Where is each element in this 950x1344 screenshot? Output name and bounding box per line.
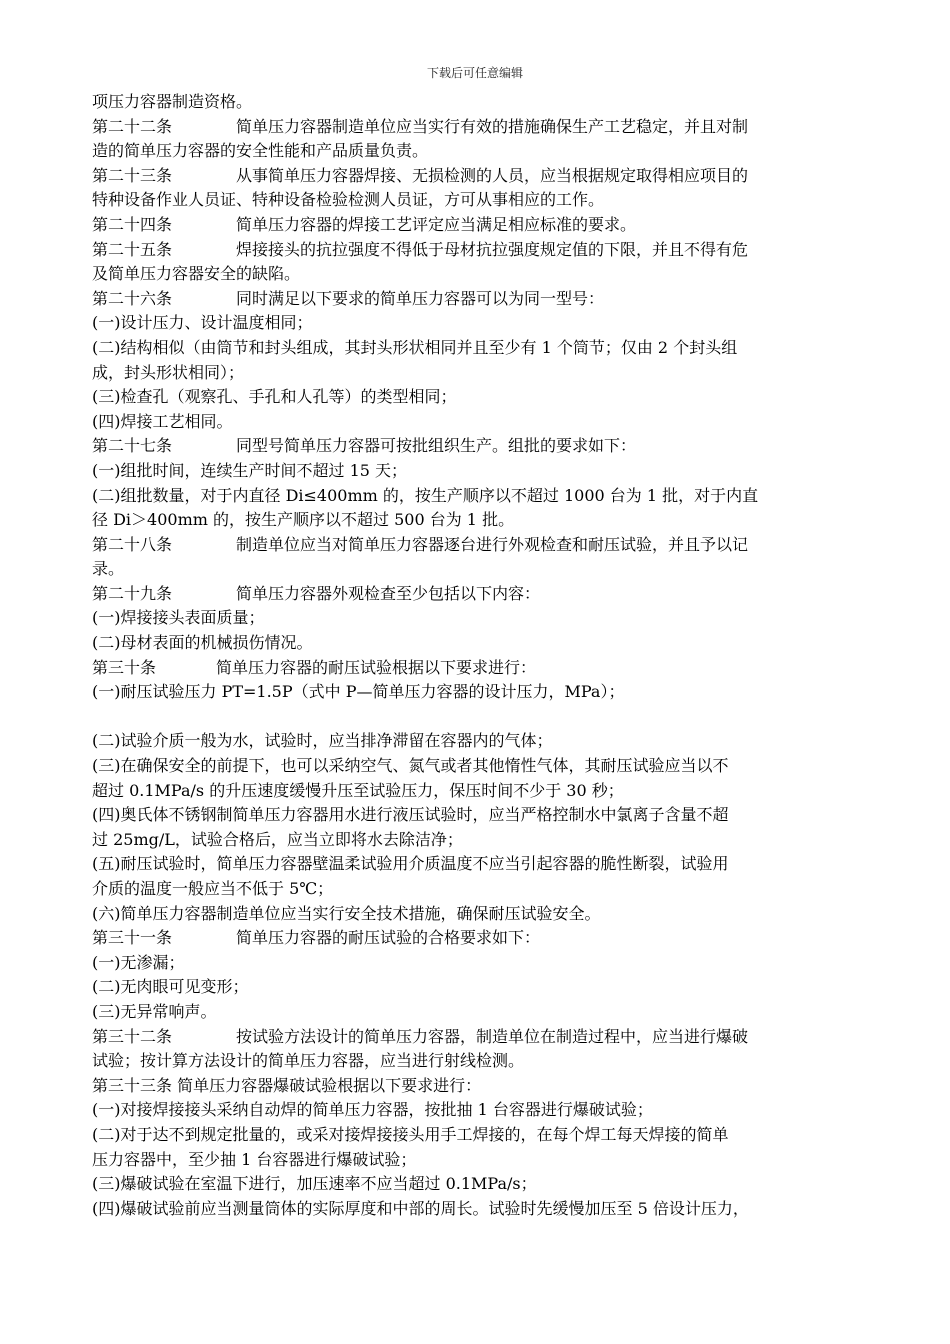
article-number: 第三十一条 — [92, 928, 173, 948]
line-text: (二)对于达不到规定批量的，或采对接焊接接头用手工焊接的，在每个焊工每天焊接的简单 — [92, 1124, 729, 1144]
article-line — [92, 164, 872, 189]
line-text: 径 Di＞400mm 的，按生产顺序以不超过 500 台为 1 批。 — [92, 510, 515, 530]
article-number: 第三十条 — [92, 657, 157, 677]
text-line — [92, 385, 872, 410]
line-text: (三)无异常响声。 — [92, 1001, 217, 1021]
text-line — [92, 606, 872, 631]
text-line — [92, 975, 872, 1000]
line-text: 从事简单压力容器焊接、无损检测的人员，应当根据规定取得相应项目的 — [236, 165, 749, 185]
article-number: 第二十八条 — [92, 534, 173, 554]
line-text: (二)结构相似（由筒节和封头组成，其封头形状相同并且至少有 1 个筒节；仅由 2 个封头组 — [92, 337, 738, 357]
line-text: (一)耐压试验压力 PT=1.5P（式中 P—简单压力容器的设计压力，MPa）； — [92, 682, 625, 702]
line-text: (二)无肉眼可见变形； — [92, 977, 249, 997]
text-line — [92, 779, 872, 804]
line-text: 过 25mg/L，试验合格后，应当立即将水去除洁净； — [92, 829, 463, 849]
line-text: 焊接接头的抗拉强度不得低于母材抗拉强度规定值的下限，并且不得有危 — [236, 239, 749, 259]
line-text: 超过 0.1MPa/s 的升压速度缓慢升压至试验压力，保压时间不少于 30 秒； — [92, 780, 624, 800]
article-line — [92, 926, 872, 951]
article-number: 第二十七条 — [92, 436, 173, 456]
text-line — [92, 90, 872, 115]
text-line — [92, 508, 872, 533]
line-text: 同型号简单压力容器可按批组织生产。组批的要求如下： — [236, 436, 637, 456]
line-text: 简单压力容器的耐压试验的合格要求如下： — [236, 928, 541, 948]
line-text: (二)组批数量，对于内直径 Di≤400mm 的，按生产顺序以不超过 1000 台为 1 批，对于内直 — [92, 485, 759, 505]
line-text: (四)焊接工艺相同。 — [92, 411, 233, 431]
text-line — [92, 459, 872, 484]
article-number: 第二十三条 — [92, 165, 173, 185]
line-text: (三)在确保安全的前提下，也可以采纳空气、氮气或者其他惰性气体，其耐压试验应当以不 — [92, 756, 729, 776]
line-text: 介质的温度一般应当不低于 5℃； — [92, 879, 334, 898]
text-line — [92, 828, 872, 853]
line-text: 压力容器中，至少抽 1 台容器进行爆破试验； — [92, 1149, 417, 1169]
line-text: 特种设备作业人员证、特种设备检验检测人员证，方可从事相应的工作。 — [92, 190, 605, 210]
text-line — [92, 361, 872, 386]
line-text: (二)母材表面的机械损伤情况。 — [92, 633, 313, 653]
article-line — [92, 434, 872, 459]
line-text: 简单压力容器的耐压试验根据以下要求进行： — [216, 657, 537, 677]
article-line — [92, 115, 872, 140]
text-line — [92, 557, 872, 582]
text-line — [92, 754, 872, 779]
text-line — [92, 336, 872, 361]
article-line — [92, 238, 872, 263]
text-line — [92, 1148, 872, 1173]
line-text: 录。 — [92, 559, 125, 579]
line-text: (四)爆破试验前应当测量筒体的实际厚度和中部的周长。试验时先缓慢加压至 5 倍设计压力， — [92, 1198, 749, 1218]
text-line — [92, 1172, 872, 1197]
blank-line — [92, 705, 872, 730]
text-line — [92, 262, 872, 287]
line-text: (一)焊接接头表面质量； — [92, 608, 265, 628]
article-line — [92, 287, 872, 312]
text-line — [92, 1123, 872, 1148]
line-text: 简单压力容器制造单位应当实行有效的措施确保生产工艺稳定，并且对制 — [236, 116, 749, 136]
line-text: (一)无渗漏； — [92, 952, 185, 972]
article-number: 第二十四条 — [92, 214, 173, 234]
article-line — [92, 656, 872, 681]
text-line — [92, 803, 872, 828]
line-text: (三)检查孔（观察孔、手孔和人孔等）的类型相同； — [92, 387, 457, 407]
line-text: 简单压力容器的焊接工艺评定应当满足相应标准的要求。 — [236, 214, 637, 234]
line-text: 同时满足以下要求的简单压力容器可以为同一型号： — [236, 288, 605, 308]
document-body — [92, 90, 872, 1221]
line-text: (一)设计压力、设计温度相同； — [92, 313, 313, 333]
article-line — [92, 533, 872, 558]
text-line — [92, 139, 872, 164]
line-text: 成，封头形状相同）； — [92, 362, 245, 382]
line-text: 及简单压力容器安全的缺陷。 — [92, 264, 301, 284]
line-text: 第三十三条 简单压力容器爆破试验根据以下要求进行： — [92, 1075, 482, 1095]
text-line — [92, 951, 872, 976]
line-text: 简单压力容器外观检查至少包括以下内容： — [236, 583, 541, 603]
text-line — [92, 729, 872, 754]
line-text: (一)对接焊接接头采纳自动焊的简单压力容器，按批抽 1 台容器进行爆破试验； — [92, 1100, 653, 1120]
text-line — [92, 631, 872, 656]
line-text: (三)爆破试验在室温下进行，加压速率不应当超过 0.1MPa/s； — [92, 1174, 537, 1194]
article-number: 第二十五条 — [92, 239, 173, 259]
line-text: (五)耐压试验时，简单压力容器壁温柔试验用介质温度不应当引起容器的脆性断裂，试验用 — [92, 854, 729, 874]
text-line — [92, 852, 872, 877]
article-number: 第三十二条 — [92, 1026, 173, 1046]
line-text: (一)组批时间，连续生产时间不超过 15 天； — [92, 460, 408, 480]
text-line — [92, 1098, 872, 1123]
line-text: 按试验方法设计的简单压力容器，制造单位在制造过程中，应当进行爆破 — [236, 1026, 749, 1046]
article-line — [92, 582, 872, 607]
line-text: 试验；按计算方法设计的简单压力容器，应当进行射线检测。 — [92, 1051, 525, 1071]
text-line — [92, 311, 872, 336]
text-line — [92, 410, 872, 435]
line-text: (六)简单压力容器制造单位应当实行安全技术措施，确保耐压试验安全。 — [92, 903, 601, 923]
text-line — [92, 1074, 872, 1099]
article-number: 第二十九条 — [92, 583, 173, 603]
text-line — [92, 1049, 872, 1074]
line-text: (四)奥氏体不锈钢制简单压力容器用水进行液压试验时，应当严格控制水中氯离子含量不超 — [92, 805, 729, 825]
text-line — [92, 680, 872, 705]
text-line — [92, 902, 872, 927]
text-line — [92, 877, 872, 902]
article-number: 第二十二条 — [92, 116, 173, 136]
article-line — [92, 213, 872, 238]
article-line — [92, 1025, 872, 1050]
line-text: 制造单位应当对简单压力容器逐台进行外观检查和耐压试验，并且予以记 — [236, 534, 749, 554]
line-text: (二)试验介质一般为水，试验时，应当排净滞留在容器内的气体； — [92, 731, 553, 751]
text-line — [92, 188, 872, 213]
line-text: 造的简单压力容器的安全性能和产品质量负责。 — [92, 141, 429, 161]
article-number: 第二十六条 — [92, 288, 173, 308]
text-line — [92, 484, 872, 509]
line-text: 项压力容器制造资格。 — [92, 92, 253, 111]
page-header: 下载后可任意编辑 — [426, 66, 523, 80]
text-line — [92, 1197, 872, 1222]
text-line — [92, 1000, 872, 1025]
